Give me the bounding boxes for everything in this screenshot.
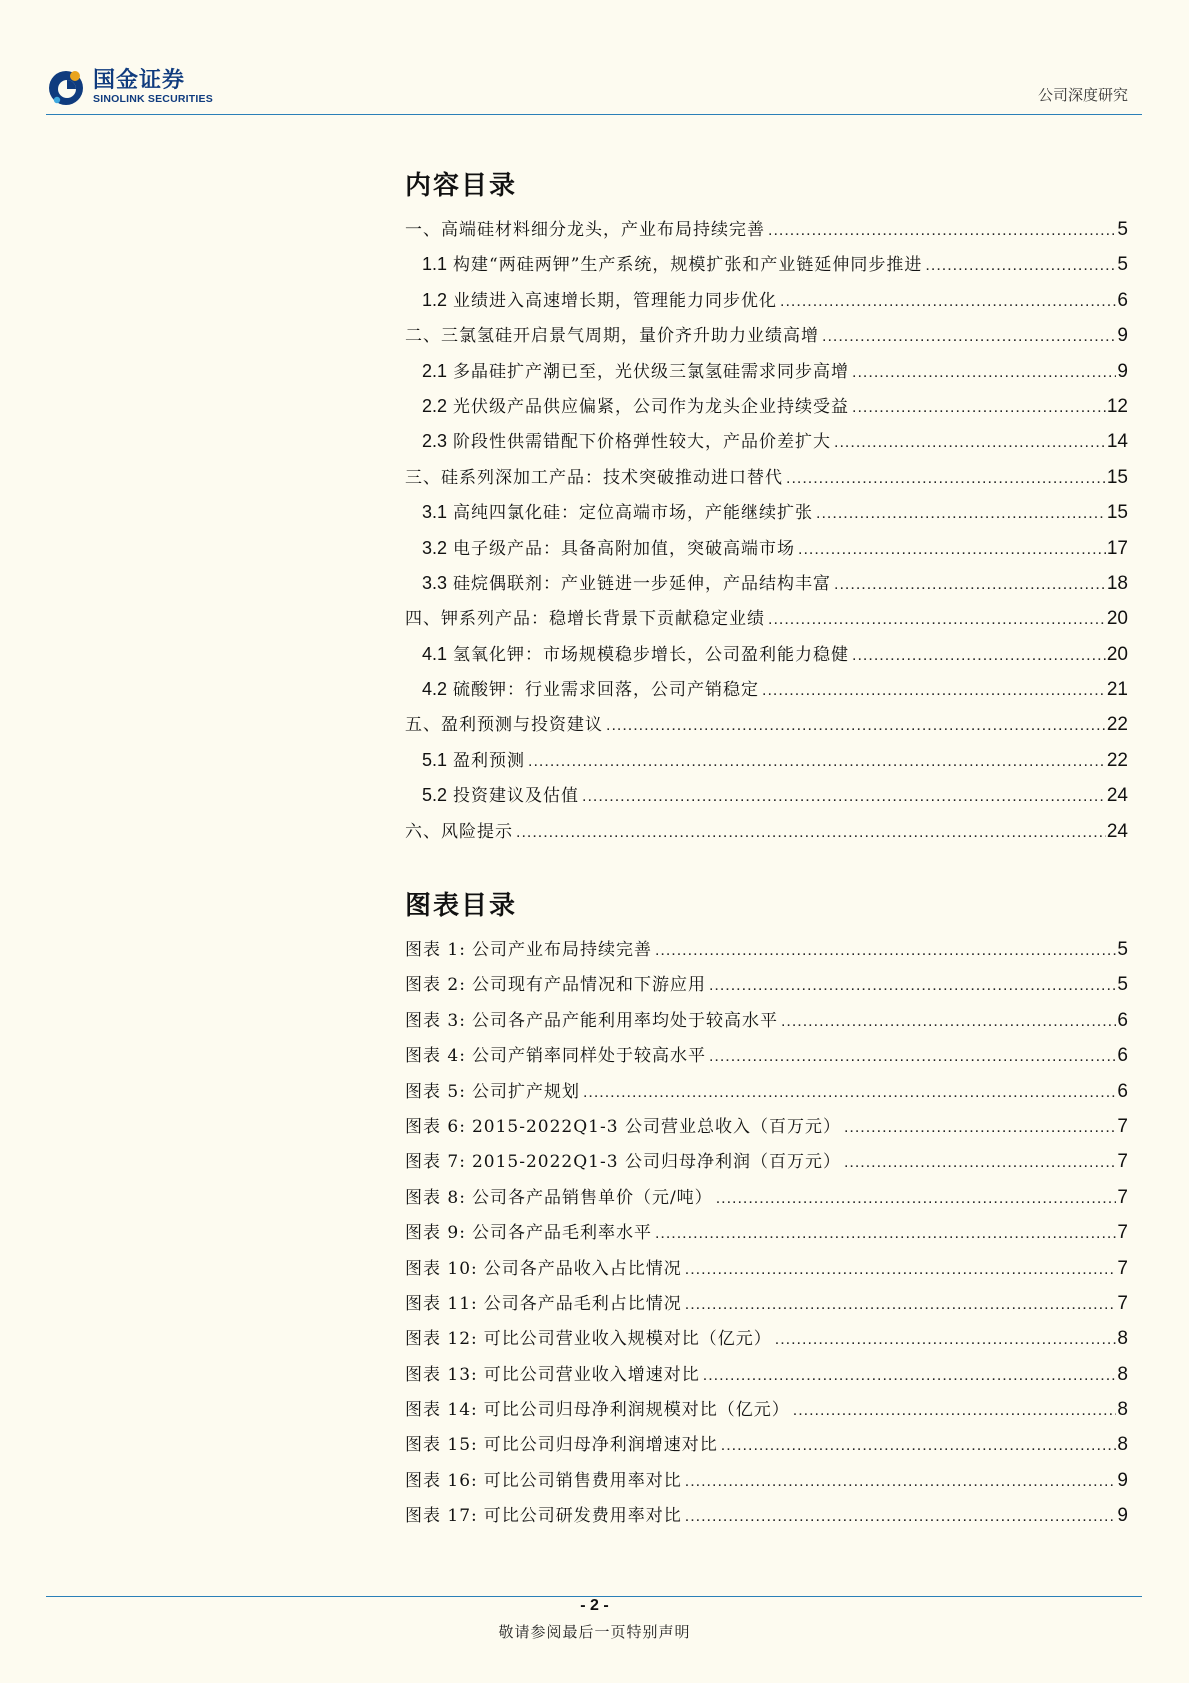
entry-label: 2015-2022Q1-3 公司营业总收入（百万元）: [471, 1116, 841, 1137]
figures-list: [405, 932, 1128, 1534]
entry-label: 公司产销率同样处于较高水平: [471, 1046, 706, 1067]
figure-entry[interactable]: [405, 1357, 1128, 1392]
entry-number: 2.2: [422, 395, 448, 416]
dot-leader: [703, 1358, 1117, 1393]
dot-leader: [685, 1252, 1117, 1287]
entry-label: 六、风险提示: [405, 821, 513, 842]
toc-entry[interactable]: [405, 424, 1128, 459]
entry-number: 图表 2:: [405, 975, 466, 996]
figure-entry[interactable]: [405, 1392, 1128, 1427]
toc-entry[interactable]: [405, 778, 1128, 813]
toc-entry[interactable]: [405, 354, 1128, 389]
entry-page-number: 17: [1106, 537, 1128, 559]
dot-leader: [816, 496, 1106, 531]
entry-page-number: 20: [1106, 643, 1128, 665]
entry-page-number: 5: [1117, 219, 1128, 240]
report-type: 公司深度研究: [1037, 86, 1128, 104]
entry-number: 1.1: [422, 254, 448, 275]
entry-number: 5.2: [422, 785, 448, 806]
entry-page-number: 18: [1106, 572, 1128, 594]
toc-entry[interactable]: [405, 531, 1128, 566]
dot-leader: [685, 1287, 1117, 1322]
entry-number: 3.1: [422, 502, 448, 523]
toc-entry[interactable]: [405, 707, 1128, 742]
dot-leader: [685, 1464, 1117, 1499]
entry-page-number: 5: [1117, 974, 1128, 996]
entry-label: 公司产业布局持续完善: [471, 940, 652, 960]
entry-page-number: 15: [1106, 502, 1128, 524]
dot-leader: [798, 532, 1106, 567]
toc-entry[interactable]: [405, 212, 1128, 247]
entry-label: 硅烷偶联剂：产业链进一步延伸，产品结构丰富: [453, 573, 832, 594]
entry-page-number: 7: [1117, 1115, 1128, 1137]
toc-entry[interactable]: [405, 566, 1128, 601]
figure-entry[interactable]: [405, 1463, 1128, 1498]
entry-page-number: 5: [1117, 254, 1128, 276]
toc-entry[interactable]: [405, 318, 1128, 353]
entry-page-number: 9: [1117, 1505, 1128, 1527]
toc-entry[interactable]: [405, 637, 1128, 672]
entry-page-number: 8: [1117, 1434, 1128, 1456]
company-logo: [46, 67, 213, 107]
entry-page-number: 8: [1117, 1399, 1128, 1421]
figure-entry[interactable]: [405, 967, 1128, 1002]
entry-label: 二、三氯氢硅开启景气周期，量价齐升助力业绩高增: [405, 326, 819, 347]
entry-label: 公司各产品毛利占比情况: [483, 1293, 682, 1314]
entry-label: 可比公司研发费用率对比: [483, 1506, 682, 1527]
dot-leader: [780, 284, 1116, 319]
entry-number: 5.1: [422, 749, 448, 770]
dot-leader: [762, 673, 1106, 708]
header-divider: [46, 114, 1142, 115]
entry-page-number: 12: [1106, 395, 1128, 417]
figure-entry[interactable]: [405, 932, 1128, 967]
entry-number: 图表 17:: [405, 1506, 478, 1527]
entry-number: 图表 8:: [405, 1187, 466, 1208]
entry-page-number: 20: [1106, 608, 1128, 630]
entry-label: 阶段性供需错配下价格弹性较大，产品价差扩大: [453, 432, 832, 453]
figure-entry[interactable]: [405, 1038, 1128, 1073]
page-header: [46, 62, 1142, 116]
entry-label: 公司扩产规划: [471, 1081, 580, 1102]
entry-page-number: 6: [1117, 289, 1128, 311]
entry-label: 可比公司归母净利润规模对比（亿元）: [483, 1400, 790, 1421]
entry-page-number: 15: [1106, 466, 1128, 488]
entry-label: 可比公司营业收入规模对比（亿元）: [483, 1329, 772, 1350]
dot-leader: [852, 355, 1116, 390]
entry-number: 图表 15:: [405, 1435, 478, 1456]
entry-label: 构建“两硅两钾”生产系统，规模扩张和产业链延伸同步推进: [453, 255, 923, 276]
entry-number: 图表 12:: [405, 1329, 478, 1350]
entry-page-number: 6: [1117, 1009, 1128, 1031]
entry-page-number: 7: [1117, 1186, 1128, 1208]
contents-title: 内容目录: [405, 171, 518, 201]
figure-entry[interactable]: [405, 1251, 1128, 1286]
contents-list: [405, 212, 1128, 849]
entry-label: 五、盈利预测与投资建议: [405, 715, 603, 736]
entry-label: 公司各产品销售单价（元/吨）: [471, 1187, 713, 1208]
entry-number: 1.2: [422, 289, 448, 310]
entry-number: 图表 7:: [405, 1152, 466, 1173]
entry-number: 图表 9:: [405, 1223, 466, 1244]
dot-leader: [775, 1322, 1117, 1357]
entry-page-number: 6: [1117, 1080, 1128, 1102]
entry-number: 图表 11:: [405, 1293, 478, 1314]
dot-leader: [721, 1428, 1117, 1463]
entry-label: 公司各产品收入占比情况: [483, 1258, 682, 1279]
dot-leader: [709, 968, 1116, 1003]
dot-leader: [781, 1004, 1116, 1039]
toc-entry[interactable]: [405, 283, 1128, 318]
entry-label: 硫酸钾：行业需求回落，公司产销稳定: [453, 680, 760, 701]
entry-label: 多晶硅扩产潮已至，光伏级三氯氢硅需求同步高增: [453, 361, 850, 382]
dot-leader: [685, 1499, 1117, 1534]
toc-entry[interactable]: [405, 814, 1128, 849]
entry-label: 高纯四氯化硅：定位高端市场，产能继续扩张: [453, 503, 814, 524]
footer-disclaimer: 敬请参阅最后一页特别声明: [498, 1623, 691, 1641]
entry-page-number: 21: [1106, 679, 1128, 701]
figures-toc: [405, 887, 1128, 1534]
dot-leader: [655, 933, 1116, 968]
figure-entry[interactable]: [405, 1109, 1128, 1144]
entry-number: 4.2: [422, 679, 448, 700]
logo-en-text: SINOLINK SECURITIES: [93, 93, 213, 105]
toc-entry[interactable]: [405, 495, 1128, 530]
entry-page-number: 7: [1117, 1292, 1128, 1314]
entry-page-number: 22: [1106, 714, 1128, 736]
figure-entry[interactable]: [405, 1180, 1128, 1215]
entry-number: 2.1: [422, 360, 448, 381]
entry-label: 可比公司营业收入增速对比: [483, 1364, 700, 1385]
contents-toc: [405, 167, 1128, 849]
figures-title: 图表目录: [405, 891, 518, 921]
dot-leader: [834, 567, 1106, 602]
dot-leader: [834, 425, 1106, 460]
entry-label: 公司现有产品情况和下游应用: [471, 975, 706, 996]
entry-number: 图表 1:: [405, 940, 466, 960]
entry-label: 四、钾系列产品：稳增长背景下贡献稳定业绩: [405, 609, 765, 630]
entry-label: 公司各产品毛利率水平: [471, 1223, 652, 1244]
entry-number: 图表 13:: [405, 1364, 478, 1385]
entry-page-number: 9: [1117, 325, 1128, 347]
entry-page-number: 5: [1117, 939, 1128, 960]
dot-leader: [768, 213, 1116, 248]
entry-page-number: 9: [1117, 360, 1128, 382]
entry-number: 图表 3:: [405, 1010, 466, 1031]
entry-page-number: 24: [1106, 820, 1128, 842]
entry-page-number: 8: [1117, 1363, 1128, 1385]
toc-entry[interactable]: [405, 601, 1128, 636]
entry-number: 图表 10:: [405, 1258, 478, 1279]
dot-leader: [716, 1181, 1117, 1216]
entry-number: 图表 6:: [405, 1116, 466, 1137]
entry-page-number: 7: [1117, 1222, 1128, 1244]
dot-leader: [925, 248, 1116, 283]
dot-leader: [852, 390, 1106, 425]
sinolink-logo-icon: [46, 67, 86, 107]
entry-label: 可比公司销售费用率对比: [483, 1470, 682, 1491]
toc-entry[interactable]: [405, 247, 1128, 282]
toc-entry[interactable]: [405, 672, 1128, 707]
figure-entry[interactable]: [405, 1003, 1128, 1038]
entry-page-number: 14: [1106, 431, 1128, 453]
entry-page-number: 9: [1117, 1469, 1128, 1491]
entry-label: 电子级产品：具备高附加值，突破高端市场: [453, 538, 796, 559]
page-number: - 2 -: [580, 1597, 609, 1614]
entry-number: 4.1: [422, 643, 448, 664]
dot-leader: [583, 1075, 1116, 1110]
figure-entry[interactable]: [405, 1074, 1128, 1109]
dot-leader: [844, 1110, 1116, 1145]
entry-number: 3.3: [422, 572, 448, 593]
entry-number: 2.3: [422, 431, 448, 452]
toc-entry[interactable]: [405, 389, 1128, 424]
figure-entry[interactable]: [405, 1286, 1128, 1321]
dot-leader: [516, 815, 1106, 850]
toc-entry[interactable]: [405, 743, 1128, 778]
figure-entry[interactable]: [405, 1144, 1128, 1179]
dot-leader: [655, 1216, 1116, 1251]
entry-label: 光伏级产品供应偏紧，公司作为龙头企业持续受益: [453, 396, 850, 417]
entry-number: 图表 4:: [405, 1046, 466, 1067]
dot-leader: [768, 602, 1106, 637]
entry-label: 业绩进入高速增长期，管理能力同步优化: [453, 290, 778, 311]
entry-label: 投资建议及估值: [453, 786, 580, 807]
entry-page-number: 24: [1106, 785, 1128, 807]
dot-leader: [793, 1393, 1117, 1428]
toc-entry[interactable]: [405, 460, 1128, 495]
entry-label: 氢氧化钾：市场规模稳步增长，公司盈利能力稳健: [453, 644, 850, 665]
entry-page-number: 7: [1117, 1257, 1128, 1279]
dot-leader: [852, 638, 1106, 673]
dot-leader: [822, 319, 1116, 354]
figure-entry[interactable]: [405, 1321, 1128, 1356]
logo-cn-text: 国金证券: [93, 68, 186, 93]
entry-number: 3.2: [422, 537, 448, 558]
entry-label: 可比公司归母净利润增速对比: [483, 1435, 718, 1456]
entry-label: 三、硅系列深加工产品：技术突破推动进口替代: [405, 467, 783, 488]
entry-label: 盈利预测: [453, 750, 526, 771]
entry-page-number: 6: [1117, 1045, 1128, 1067]
entry-number: 图表 16:: [405, 1470, 478, 1491]
entry-label: 一、高端硅材料细分龙头，产业布局持续完善: [405, 220, 765, 240]
entry-label: 2015-2022Q1-3 公司归母净利润（百万元）: [471, 1152, 841, 1173]
figure-entry[interactable]: [405, 1215, 1128, 1250]
entry-label: 公司各产品产能利用率均处于较高水平: [471, 1010, 778, 1031]
entry-page-number: 7: [1117, 1151, 1128, 1173]
dot-leader: [709, 1039, 1116, 1074]
dot-leader: [844, 1145, 1116, 1180]
entry-number: 图表 5:: [405, 1081, 466, 1102]
dot-leader: [606, 708, 1106, 743]
figure-entry[interactable]: [405, 1498, 1128, 1533]
dot-leader: [582, 779, 1106, 814]
dot-leader: [528, 744, 1106, 779]
entry-page-number: 8: [1117, 1328, 1128, 1350]
entry-number: 图表 14:: [405, 1400, 478, 1421]
entry-page-number: 22: [1106, 749, 1128, 771]
dot-leader: [786, 461, 1106, 496]
figure-entry[interactable]: [405, 1427, 1128, 1462]
